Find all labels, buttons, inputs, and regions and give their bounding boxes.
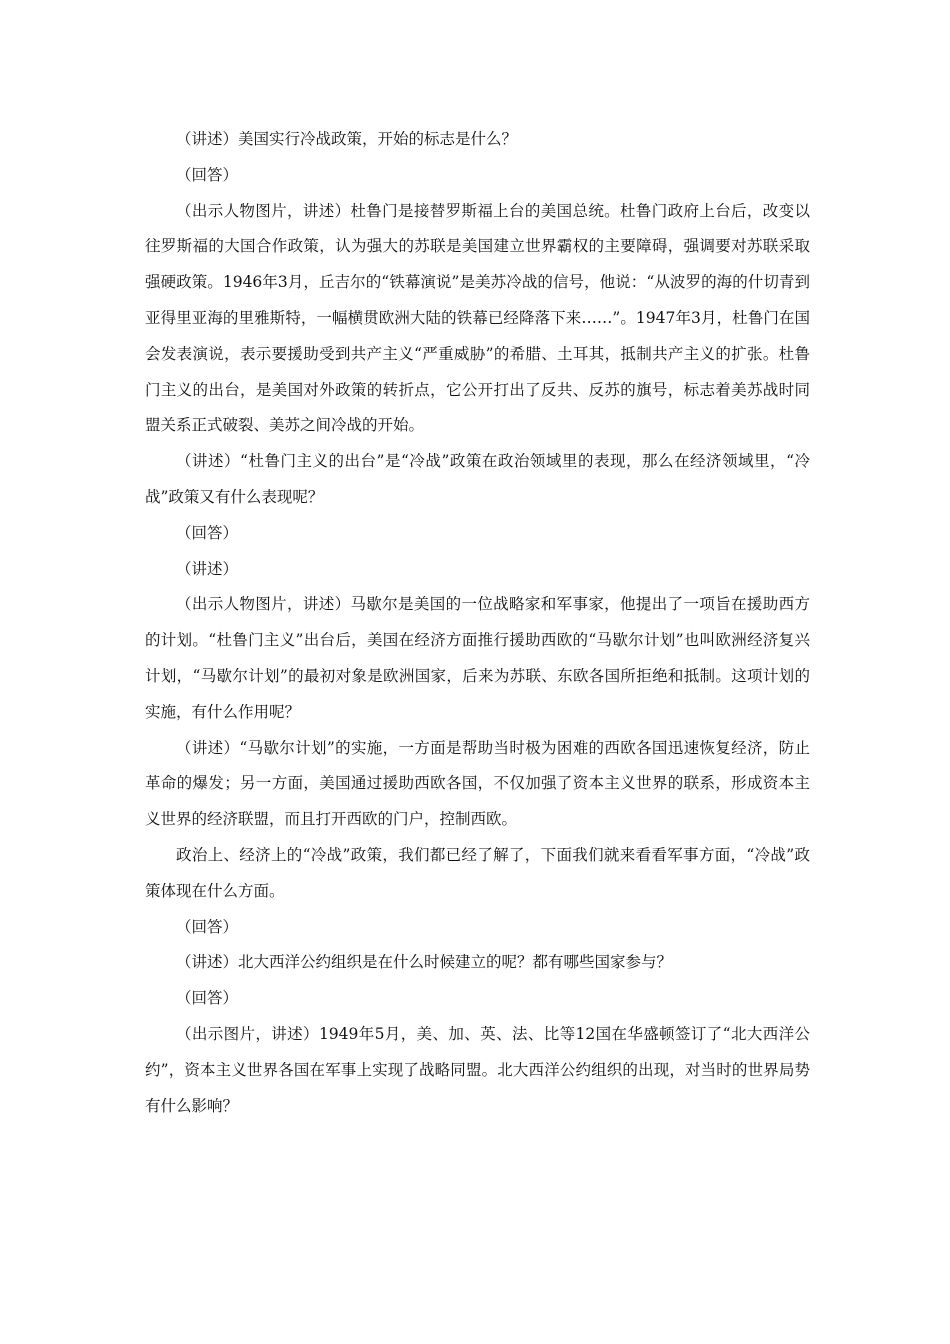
paragraph-military-intro: 政治上、经济上的“冷战”政策，我们都已经了解了，下面我们就来看看军事方面，“冷战”政策体现在什么方面。 — [145, 845, 810, 900]
paragraph-answer: （回答） — [176, 989, 239, 1008]
paragraph-answer: （回答） — [176, 523, 239, 542]
paragraph-question-nato: （讲述）北大西洋公约组织是在什么时候建立的呢？都有哪些国家参与？ — [176, 953, 673, 972]
paragraph-marshall-plan: （出示人物图片，讲述）马歇尔是美国的一位战略家和军事家，他提出了一项旨在援助西方的计划。“杜鲁门主义”出台后，美国在经济方面推行援助西欧的“马歇尔计划”也叫欧洲经济复兴计划，“马歇尔计划”的最初对象是欧洲国家，后来为苏联、东欧各国所拒绝和抵制。这项计划的实施，有什么作用呢？ — [145, 595, 810, 721]
paragraph-truman-doctrine: （出示人物图片，讲述）杜鲁门是接替罗斯福上台的美国总统。杜鲁门政府上台后，改变以往罗斯福的大国合作政策，认为强大的苏联是美国建立世界霸权的主要障碍，强调要对苏联采取强硬政策。1946年3月，丘吉尔的“铁幕演说”是美苏冷战的信号，他说：“从波罗的海的什切青到亚得里亚海的里雅斯特，一幅横贯欧洲大陆的铁幕已经降落下来……”。1947年3月，杜鲁门在国会发表演说，表示要援助受到共产主义“严重威胁”的希腊、土耳其，抵制共产主义的扩张。杜鲁门主义的出台，是美国对外政策的转折点，它公开打出了反共、反苏的旗号，标志着美苏战时同盟关系正式破裂、美苏之间冷战的开始。 — [145, 201, 810, 435]
paragraph-marshall-plan-effect: （讲述）“马歇尔计划”的实施，一方面是帮助当时极为困难的西欧各国迅速恢复经济，防止革命的爆发；另一方面，美国通过援助西欧各国，不仅加强了资本主义世界的联系，形成资本主义世界的经济联盟，而且打开西欧的门户，控制西欧。 — [145, 738, 810, 829]
paragraph-answer: （回答） — [176, 917, 239, 936]
paragraph-question-economic: （讲述）“杜鲁门主义的出台”是“冷战”政策在政治领域里的表现，那么在经济领域里，“冷战”政策又有什么表现呢？ — [145, 452, 810, 506]
paragraph-answer: （回答） — [176, 165, 239, 184]
paragraph-nato-founding: （出示图片，讲述）1949年5月，美、加、英、法、比等12国在华盛顿签订了“北大西洋公约”，资本主义世界各国在军事上实现了战略同盟。北大西洋公约组织的出现，对当时的世界局势有什么影响？ — [145, 1024, 810, 1115]
paragraph-question-cold-war-start: （讲述）美国实行冷战政策，开始的标志是什么？ — [176, 130, 518, 148]
paragraph-narration: （讲述） — [176, 559, 239, 578]
